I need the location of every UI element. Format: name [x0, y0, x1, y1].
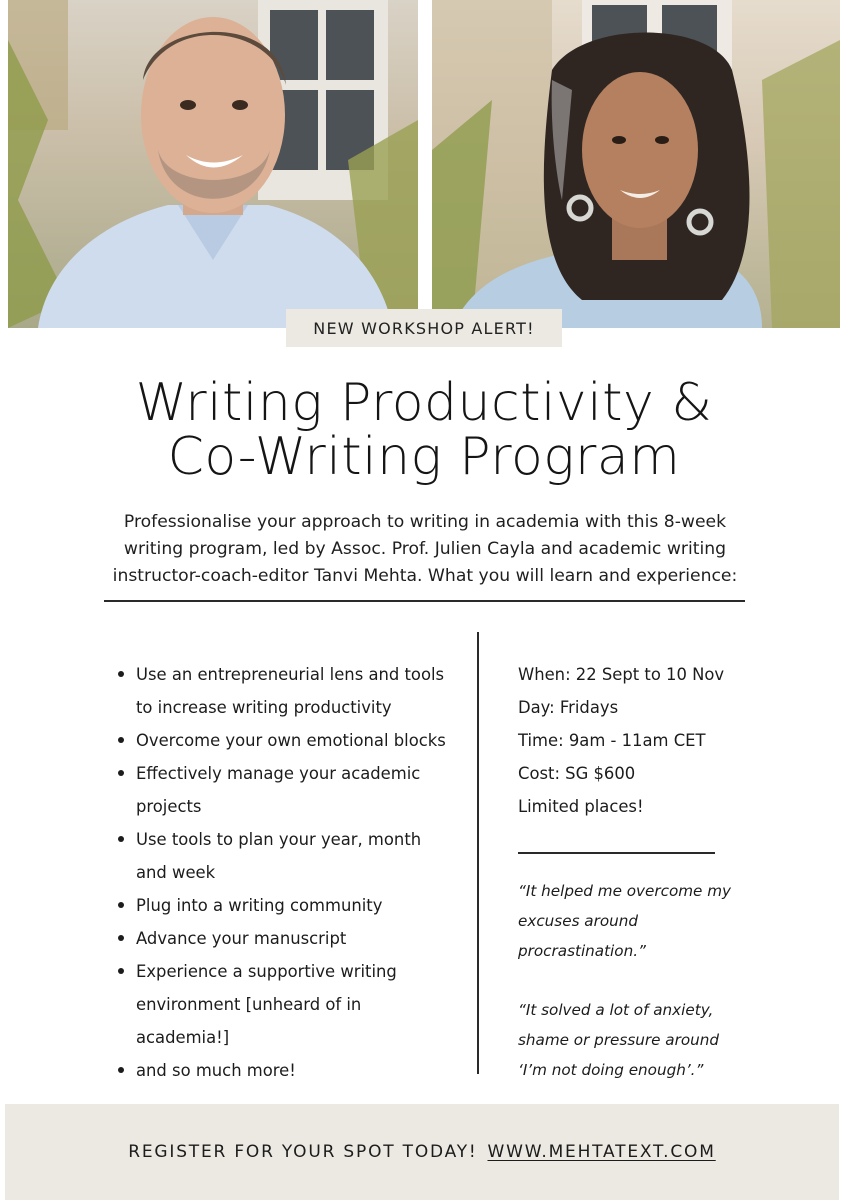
testimonial-quote [518, 995, 748, 1085]
title-line-2: Co-Writing Program [167, 427, 681, 487]
title-line-1: Writing Productivity & [135, 373, 713, 433]
list-item [112, 889, 462, 922]
program-details [518, 658, 818, 823]
list-item [112, 724, 462, 757]
detail-time: Time: 9am - 11am CET [518, 731, 706, 750]
column-divider [477, 632, 479, 1074]
detail-when: When: 22 Sept to 10 Nov [518, 665, 725, 684]
list-item-line: and week [136, 863, 216, 882]
photo-tanvi-mehta [432, 0, 840, 328]
list-item [112, 922, 462, 955]
list-item-line: Use tools to plan your year, month [136, 830, 422, 849]
list-item [112, 955, 462, 1054]
quote-line: ‘I’m not doing enough’.” [518, 1061, 704, 1079]
list-item [112, 823, 462, 889]
quote-line: excuses around [518, 912, 639, 930]
list-item [112, 1054, 462, 1087]
list-item-line: Experience a supportive writing [136, 962, 397, 981]
list-item-line: projects [136, 797, 202, 816]
list-item-line: environment [unheard of in [136, 995, 362, 1014]
learning-outcomes-list [112, 658, 462, 1087]
quote-line: shame or pressure around [518, 1031, 720, 1049]
register-call-to-action: REGISTER FOR YOUR SPOT TODAY! [128, 1142, 478, 1162]
photo-man-illustration [8, 0, 418, 328]
detail-cost: Cost: SG $600 [518, 764, 636, 783]
photo-julien-cayla [8, 0, 418, 328]
list-item [112, 658, 462, 724]
website-link[interactable]: WWW.MEHTATEXT.COM [487, 1142, 716, 1162]
program-description: Professionalise your approach to writing in academia with this 8-week writing program, led by Assoc. Prof. Julien Cayla and academic writing instructor-coach-editor Tanvi Mehta. What you will learn and experience: [112, 512, 738, 586]
testimonial-quote [518, 876, 748, 966]
quote-line: “It helped me overcome my [518, 882, 731, 900]
list-item-line: Use an entrepreneurial lens and tools [136, 665, 445, 684]
list-item-line: Plug into a writing community [136, 896, 383, 915]
section-divider [104, 600, 745, 602]
detail-limited-places: Limited places! [518, 797, 644, 816]
list-item-line: Effectively manage your academic [136, 764, 421, 783]
list-item [112, 757, 462, 823]
quote-line: procrastination.” [518, 942, 646, 960]
photo-woman-illustration [432, 0, 840, 328]
list-item-line: to increase writing productivity [136, 698, 392, 717]
list-item-line: academia!] [136, 1028, 230, 1047]
registration-footer [5, 1104, 839, 1200]
details-divider [518, 852, 715, 854]
list-item-line: Overcome your own emotional blocks [136, 731, 446, 750]
list-item-line: Advance your manuscript [136, 929, 347, 948]
list-item-line: and so much more! [136, 1061, 296, 1080]
detail-day: Day: Fridays [518, 698, 619, 717]
quote-line: “It solved a lot of anxiety, [518, 1001, 714, 1019]
program-title [0, 373, 848, 487]
workshop-alert-badge: NEW WORKSHOP ALERT! [286, 309, 562, 347]
